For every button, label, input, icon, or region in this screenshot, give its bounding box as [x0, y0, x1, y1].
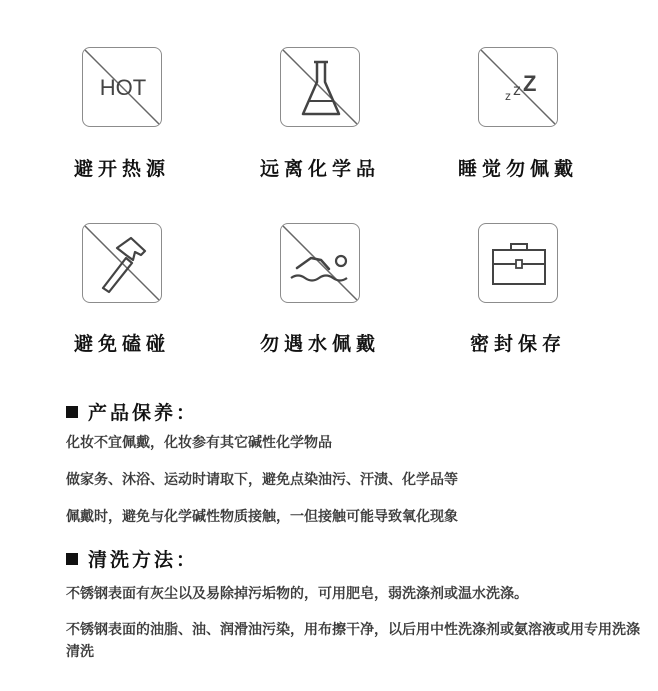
toolbox-icon [478, 223, 558, 303]
cleaning-line-1: 不锈钢表面有灰尘以及易除掉污垢物的，可用肥皂，弱洗涤剂或温水洗涤。 [66, 586, 528, 602]
bullet-square [66, 553, 78, 565]
hot-icon [82, 47, 162, 127]
care-line-1: 化妆不宜佩戴，化妆参有其它碱性化学物品 [66, 435, 332, 451]
hot-icon-text: HOT [99, 75, 147, 100]
care-title-text: 产品保养： [88, 402, 199, 424]
care-section-title [66, 398, 198, 425]
icon-label-flask: 远离化学品 [259, 158, 380, 180]
icon-label-swimmer: 勿遇水佩戴 [259, 333, 380, 355]
cleaning-line-2: 不锈钢表面的油脂、油、润滑油污染，用布擦干净，以后用中性洗涤剂或氨溶液或用专用洗涤清洗 [66, 622, 640, 660]
icon-label-sleep: 睡觉勿佩戴 [457, 158, 578, 180]
icon-label-hammer: 避免磕碰 [73, 333, 170, 355]
icon-label-hot: 避开热源 [73, 158, 170, 180]
sleep-icon [478, 47, 558, 127]
hammer-icon [82, 223, 162, 303]
care-line-3: 佩戴时，避免与化学碱性物质接触，一但接触可能导致氧化现象 [66, 509, 458, 525]
icon-label-toolbox: 密封保存 [469, 333, 566, 355]
cleaning-title-text: 清洗方法： [88, 549, 199, 571]
swimmer-icon [280, 223, 360, 303]
bullet-square [66, 406, 78, 418]
care-line-2: 做家务、沐浴、运动时请取下，避免点染油污、汗渍、化学品等 [66, 472, 458, 488]
flask-icon [280, 47, 360, 127]
cleaning-section-title [66, 545, 198, 572]
svg-text:z: z [505, 89, 511, 103]
svg-text:Z: Z [523, 71, 537, 96]
svg-text:z: z [513, 82, 521, 99]
